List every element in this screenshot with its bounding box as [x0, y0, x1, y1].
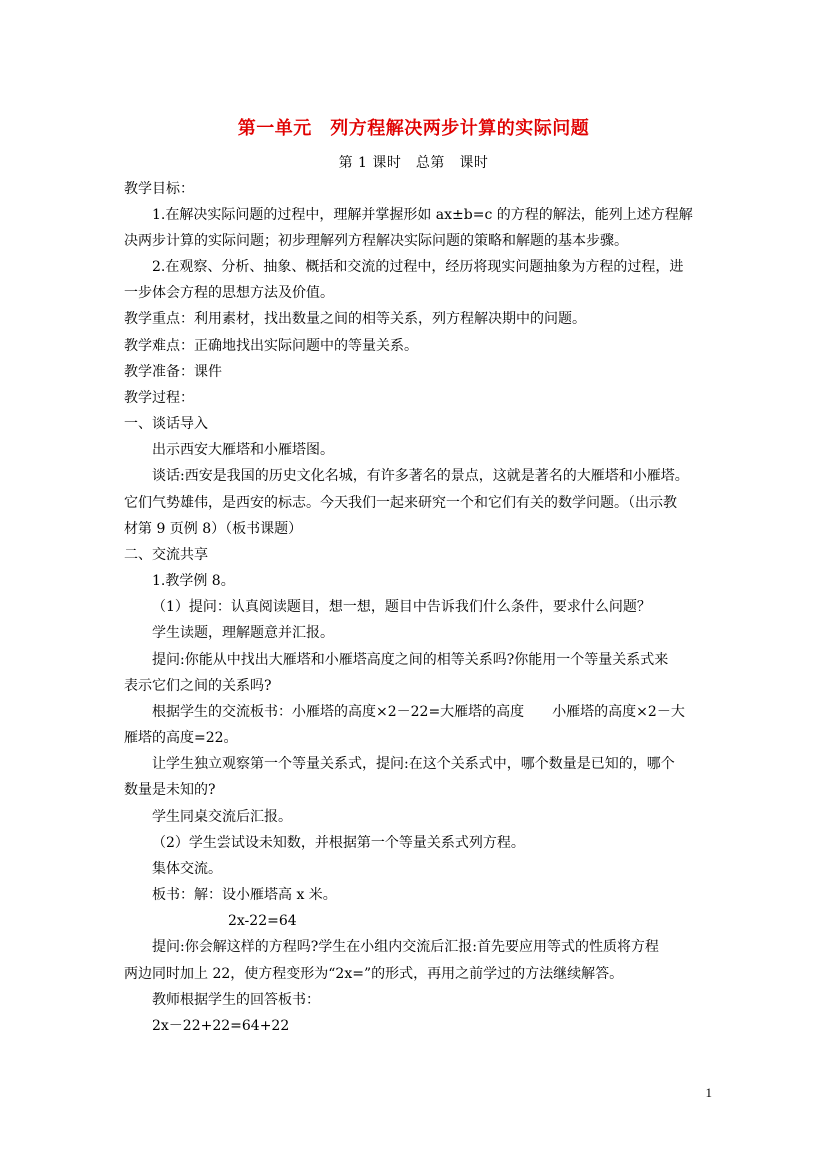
- board-relation-1: 根据学生的交流板书：小雁塔的高度×2－22=大雁塔的高度: [152, 704, 525, 720]
- text-line: 决两步计算的实际问题；初步理解列方程解决实际问题的策略和解题的基本步骤。: [124, 233, 628, 249]
- text-line: 教学难点：正确地找出实际问题中的等量关系。: [124, 338, 418, 354]
- text-line: 雁塔的高度=22。: [124, 730, 238, 746]
- text-line: 集体交流。: [152, 861, 222, 877]
- board-relation-2: 小雁塔的高度×2－大: [552, 704, 685, 720]
- text-line: 一步体会方程的思想方法及价值。: [124, 285, 334, 301]
- text-line: 学生同桌交流后汇报。: [152, 809, 292, 825]
- text-line: [152, 703, 710, 721]
- document-title: 第一单元 列方程解决两步计算的实际问题: [237, 118, 590, 139]
- text-line: 教学准备：课件: [124, 364, 222, 380]
- text-line: 提问:你能从中找出大雁塔和小雁塔高度之间的相等关系吗?你能用一个等量关系式来: [152, 652, 669, 668]
- text-line: 教师根据学生的回答板书：: [152, 992, 320, 1008]
- text-line: 提问:你会解这样的方程吗?学生在小组内交流后汇报:首先要应用等式的性质将方程: [152, 939, 659, 955]
- text-line: 让学生独立观察第一个等量关系式，提问:在这个关系式中，哪个数量是已知的，哪个: [152, 756, 675, 772]
- text-line: 谈话:西安是我国的历史文化名城，有许多著名的景点，这就是著名的大雁塔和小雁塔。: [152, 468, 689, 484]
- section-heading: 二、交流共享: [124, 547, 208, 563]
- text-line: 板书：解：设小雁塔高 x 米。: [152, 887, 337, 903]
- text-line: 材第 9 页例 8）（板书课题）: [124, 521, 303, 537]
- text-line: （2）学生尝试设未知数，并根据第一个等量关系式列方程。: [152, 835, 525, 851]
- text-line: 两边同时加上 22，使方程变形为“2x=”的形式，再用之前学过的方法继续解答。: [124, 966, 624, 982]
- text-line: 教学过程：: [124, 390, 194, 406]
- text-line: 2.在观察、分析、抽象、概括和交流的过程中，经历将现实问题抽象为方程的过程，进: [152, 259, 684, 275]
- text-line: （1）提问：认真阅读题目，想一想，题目中告诉我们什么条件，要求什么问题？: [152, 599, 651, 615]
- lesson-subtitle: 第 1 课时 总第 课时: [338, 155, 489, 171]
- text-line: 表示它们之间的关系吗?: [124, 678, 272, 694]
- text-line: 数量是未知的?: [124, 782, 216, 798]
- section-heading: 一、谈话导入: [124, 416, 208, 432]
- equation: 2x-22=64: [228, 913, 297, 929]
- text-line: 教学目标：: [124, 181, 194, 197]
- text-line: 1.教学例 8。: [152, 573, 235, 589]
- text-line: 学生读题，理解题意并汇报。: [152, 625, 334, 641]
- text-line: 教学重点：利用素材，找出数量之间的相等关系，列方程解决期中的问题。: [124, 311, 586, 327]
- equation: 2x－22+22=64+22: [152, 1018, 290, 1034]
- text-line: 1.在解决实际问题的过程中，理解并掌握形如 ax±b=c 的方程的解法，能列上述方程解: [152, 207, 693, 223]
- text-line: 它们气势雄伟，是西安的标志。今天我们一起来研究一个和它们有关的数学问题。（出示教: [124, 495, 677, 511]
- text-line: 出示西安大雁塔和小雁塔图。: [152, 442, 334, 458]
- page-number: 1: [705, 1085, 712, 1100]
